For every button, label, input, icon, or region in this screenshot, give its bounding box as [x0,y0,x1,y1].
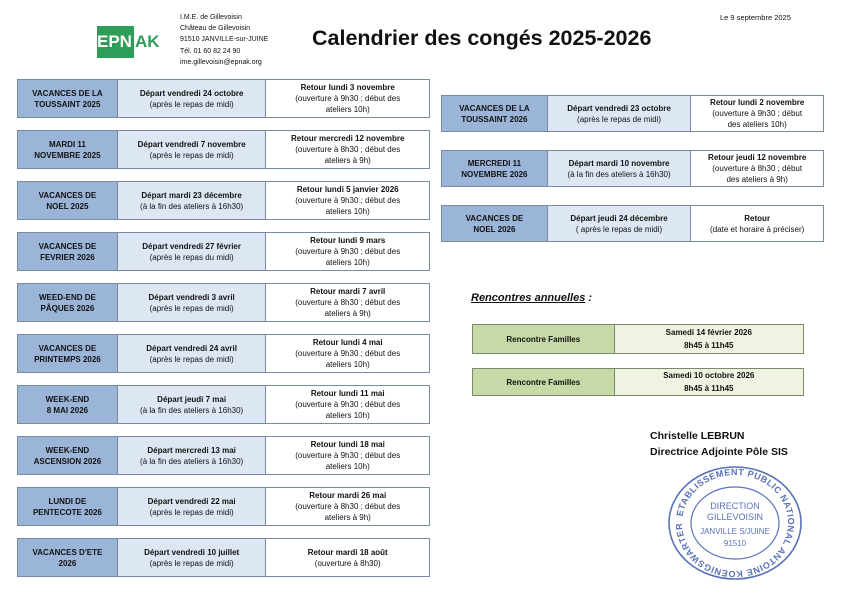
holiday-period-label [18,131,118,169]
spacer-cell [18,373,430,386]
holiday-row [442,151,824,187]
logo-text-ak: AK [134,32,160,51]
departure-cell-line: Départ vendredi 23 octobre [567,103,671,113]
row-spacer [442,132,824,151]
holidays-table-2026 [441,95,824,242]
return-cell-line: Retour lundi 9 mars [310,236,386,245]
return-cell-line: ateliers à 9h) [324,513,371,522]
return-cell [691,151,824,187]
rencontre-time: 8h45 à 11h45 [684,341,734,350]
holiday-period-label-line: NOEL 2025 [46,201,89,211]
rencontre-time: 8h45 à 11h45 [684,384,734,393]
return-cell [691,206,824,242]
spacer-cell [18,322,430,335]
spacer-cell [18,118,430,131]
departure-cell-line: (à la fin des ateliers à 16h30) [567,169,671,179]
departure-cell [547,151,691,187]
departure-cell-line: Départ mardi 23 décembre [141,190,242,200]
departure-cell-line: Départ mercredi 13 mai [147,445,236,455]
stamp-ring-textpath: ETABLISSEMENT PUBLIC NATIONAL ANTOINE KOENIGSWARTER [673,466,797,580]
return-cell-line: (ouverture à 9h30 ; début des [295,451,401,460]
return-cell-line: ateliers 10h) [325,105,370,114]
departure-cell-line: (à la fin des ateliers à 16h30) [140,405,244,415]
signature-block [650,428,788,460]
departure-cell-line: Départ mardi 10 novembre [568,158,670,168]
holiday-period-label-line: NOVEMBRE 2025 [34,150,101,160]
holiday-period-label-line: NOEL 2026 [473,224,516,234]
return-cell [266,488,430,526]
stamp-line-2: GILLEVOISIN [706,512,764,522]
holiday-row [18,284,430,322]
holiday-row [18,335,430,373]
holiday-period-label-line: LUNDI DE [48,496,87,506]
holiday-row [18,80,430,118]
return-cell [266,182,430,220]
rencontres-title [471,292,592,304]
departure-cell-line: (après le repas de midi) [149,150,234,160]
departure-cell-line: Départ vendredi 10 juillet [144,547,240,557]
return-cell-line: ateliers 10h) [325,411,370,420]
return-cell-line: des ateliers 10h) [727,120,787,129]
holiday-period-label [18,284,118,322]
logo-block [97,26,134,58]
return-cell-line: Retour mardi 18 août [307,547,388,557]
holiday-row [18,233,430,271]
rencontre-datetime [614,369,803,396]
return-cell-line: ateliers 10h) [325,258,370,267]
holiday-period-label-line: VACANCES D'ETE [32,547,103,557]
holiday-period-label [18,488,118,526]
holiday-period-label [18,437,118,475]
holiday-period-label-line: VACANCES DE [38,241,97,251]
holiday-period-label-line: PÂQUES 2026 [40,303,95,313]
departure-cell-line: Départ vendredi 22 mai [147,496,236,506]
holiday-period-label [442,151,548,187]
spacer-cell [18,424,430,437]
departure-cell-line: (après le repas de midi) [149,99,234,109]
return-cell [266,335,430,373]
departure-cell-line: Départ jeudi 7 mai [157,394,227,404]
holidays-table-2025-2026 [17,79,430,577]
departure-cell [117,80,266,118]
return-cell-line: (ouverture à 8h30 ; début des [295,145,401,154]
return-cell-line: Retour lundi 11 mai [310,389,385,398]
spacer-cell [442,187,824,206]
return-cell [266,131,430,169]
return-cell-line: (date et horaire à préciser) [710,224,805,234]
holiday-period-label-line: VACANCES DE LA [459,103,530,113]
return-cell [266,80,430,118]
departure-cell-line: Départ vendredi 27 février [142,241,241,251]
return-cell-line: (ouverture à 9h30 ; début des [295,247,401,256]
return-cell [266,437,430,475]
departure-cell-line: (après le repas du midi) [149,252,234,262]
departure-cell [117,335,266,373]
row-spacer [18,220,430,233]
rencontre-row [473,369,804,396]
return-cell-line: Retour lundi 3 novembre [300,83,395,92]
return-cell-line: (ouverture à 9h30 ; début [712,109,803,118]
rencontre-datetime [614,325,803,354]
address-line: Château de Gillevoisin [180,25,251,33]
spacer-cell [442,132,824,151]
departure-cell [547,96,691,132]
address-block [180,12,268,68]
rencontres-title-colon: : [588,292,592,304]
holiday-row [18,488,430,526]
return-cell-line: ateliers 10h) [325,207,370,216]
departure-cell [117,437,266,475]
return-cell-line: (ouverture à 8h30 ; début des [295,298,401,307]
rencontre-label: Rencontre Familles [473,325,615,354]
stamp-outer-ring [669,467,801,579]
stamp-ring-text [674,467,796,579]
departure-cell [547,206,691,242]
row-spacer [18,526,430,539]
rencontre-row [473,325,804,354]
holiday-row [442,206,824,242]
rencontre-table-2 [472,368,804,396]
holiday-period-label [18,539,118,577]
page-title: Calendrier des congés 2025-2026 [312,26,652,50]
row-spacer [18,118,430,131]
departure-cell [117,284,266,322]
holiday-period-label-line: 2026 [58,558,77,568]
official-stamp [660,463,810,583]
spacer-cell [18,526,430,539]
holiday-period-label [18,80,118,118]
departure-cell-line: Départ jeudi 24 décembre [570,213,668,223]
return-cell [266,284,430,322]
return-cell-line: Retour lundi 2 novembre [710,98,805,107]
holiday-period-label-line: 8 MAI 2026 [46,405,89,415]
spacer-cell [18,220,430,233]
return-cell-line: Retour jeudi 12 novembre [708,153,807,162]
return-cell-line: (ouverture à 8h30 ; début [712,164,803,173]
document-date: Le 9 septembre 2025 [720,13,791,22]
return-cell-line: (ouverture à 9h30 ; début des [295,349,401,358]
holiday-period-label [442,96,548,132]
signatory-name: Christelle LEBRUN [650,430,745,442]
holiday-period-label-line: VACANCES DE LA [32,88,103,98]
address-line: Tél. 01 60 82 24 90 [180,47,241,55]
departure-cell-line: (à la fin des ateliers à 16h30) [140,456,244,466]
return-cell-line: (ouverture à 8h30 ; début des [295,502,401,511]
departure-cell-line: (après le repas de midi) [149,303,234,313]
holiday-period-label-line: WEEK-END [45,394,90,404]
row-spacer [18,424,430,437]
holiday-period-label-line: MARDI 11 [48,139,86,149]
holiday-period-label-line: VACANCES DE [38,190,97,200]
logo-text-epn: EPN [97,32,132,51]
holiday-period-label-line: WEEK-END [45,445,90,455]
holiday-row [18,131,430,169]
return-cell-line: ateliers à 9h) [324,156,371,165]
departure-cell-line: ( après le repas de midi) [575,224,663,234]
departure-cell-line: Départ vendredi 24 octobre [139,88,244,98]
return-cell-line: ateliers 10h) [325,360,370,369]
holiday-row [18,386,430,424]
holiday-period-label-line: VACANCES DE [38,343,97,353]
stamp-line-4: 91510 [723,539,747,548]
holiday-row [18,437,430,475]
spacer-cell [18,169,430,182]
holiday-row [442,96,824,132]
holiday-period-label-line: FEVRIER 2026 [40,252,95,262]
address-line: I.M.E. de Gillevoisin [180,14,242,21]
rencontre-table-1 [472,324,804,354]
return-cell-line: des ateliers à 9h) [726,175,788,184]
departure-cell [117,386,266,424]
departure-cell [117,233,266,271]
departure-cell-line: (après le repas de midi) [149,558,234,568]
return-cell [266,233,430,271]
spacer-cell [18,271,430,284]
epnak-logo [97,26,159,58]
holiday-period-label [18,182,118,220]
row-spacer [18,322,430,335]
departure-cell [117,488,266,526]
return-cell-line: Retour mardi 7 avril [310,287,386,296]
return-cell-line: (ouverture à 9h30 ; début des [295,94,401,103]
logo-suffix [134,26,160,58]
return-cell-line: Retour mardi 26 mai [309,491,387,500]
stamp-inner-ring [691,487,779,559]
address-line: ime.gillevoisin@epnak.org [180,58,262,66]
return-cell [691,96,824,132]
departure-cell [117,539,266,577]
signatory-role: Directrice Adjointe Pôle SIS [650,446,788,458]
return-cell-line: Retour lundi 5 janvier 2026 [296,185,399,194]
return-cell-line: Retour [744,213,771,223]
return-cell [266,386,430,424]
row-spacer [18,271,430,284]
return-cell-line: Retour lundi 4 mai [312,338,383,347]
holiday-period-label-line: NOVEMBRE 2026 [461,169,528,179]
return-cell-line: Retour lundi 18 mai [310,440,385,449]
holiday-period-label-line: VACANCES DE [465,213,524,223]
row-spacer [18,169,430,182]
address-line: 91510 JANVILLE-sur-JUINE [180,36,269,44]
departure-cell-line: Départ vendredi 7 novembre [137,139,246,149]
rencontre-label: Rencontre Familles [473,369,615,396]
departure-cell-line: Départ vendredi 24 avril [146,343,237,353]
holiday-period-label-line: TOUSSAINT 2025 [34,99,101,109]
holiday-period-label-line: MERCREDI 11 [467,158,522,168]
holiday-period-label [442,206,548,242]
row-spacer [18,475,430,488]
departure-cell-line: (à la fin des ateliers à 16h30) [140,201,244,211]
holiday-period-label-line: PENTECOTE 2026 [32,507,102,517]
return-cell-line: (ouverture à 9h30 ; début des [295,400,401,409]
stamp-line-3: JANVILLE S/JUINE [700,527,770,536]
return-cell-line: (ouverture à 8h30) [314,558,381,568]
holiday-period-label-line: ASCENSION 2026 [33,456,102,466]
row-spacer [442,187,824,206]
departure-cell-line: (après le repas de midi) [149,354,234,364]
spacer-cell [18,475,430,488]
holiday-row [18,539,430,577]
holiday-period-label-line: PRINTEMPS 2026 [34,354,101,364]
holiday-row [18,182,430,220]
departure-cell-line: (après le repas de midi) [577,114,662,124]
departure-cell-line: Départ vendredi 3 avril [148,292,235,302]
departure-cell [117,131,266,169]
holiday-period-label [18,335,118,373]
return-cell-line: Retour mercredi 12 novembre [291,134,405,143]
departure-cell [117,182,266,220]
return-cell [266,539,430,577]
rencontres-title-text: Rencontres annuelles [471,292,586,304]
return-cell-line: (ouverture à 9h30 ; début des [295,196,401,205]
holiday-period-label-line: TOUSSAINT 2026 [461,114,528,124]
stamp-line-1: DIRECTION [710,501,760,511]
rencontre-date: Samedi 14 février 2026 [665,328,752,337]
return-cell-line: ateliers 10h) [325,462,370,471]
rencontre-date: Samedi 10 octobre 2026 [663,371,755,380]
holiday-period-label-line: WEED-END DE [38,292,96,302]
holiday-period-label [18,386,118,424]
return-cell-line: ateliers à 9h) [324,309,371,318]
holiday-period-label [18,233,118,271]
row-spacer [18,373,430,386]
departure-cell-line: (après le repas de midi) [149,507,234,517]
